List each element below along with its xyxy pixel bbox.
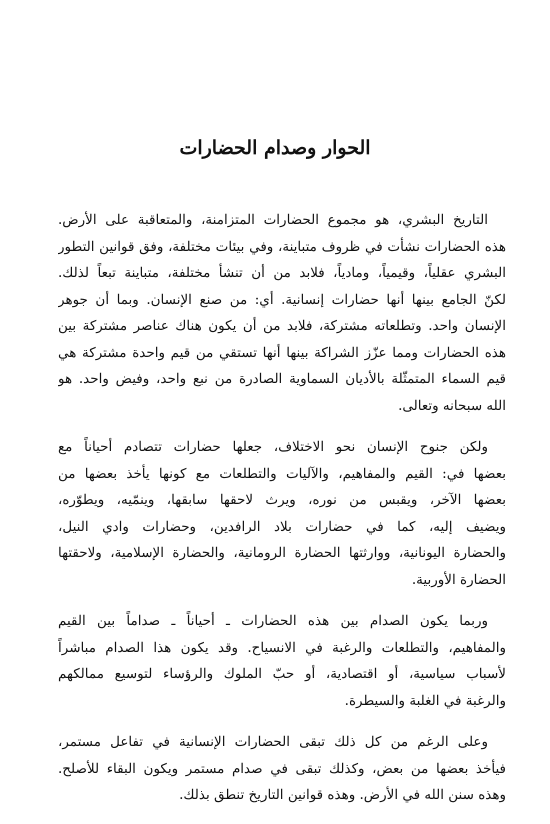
text-line: التاريخ البشري، هو مجموع الحضارات المتزامنة، والمتعاقبة على الأرض. xyxy=(58,212,488,228)
paragraph-1 xyxy=(58,207,506,419)
text-line: فيأخذ بعضها من بعض، وكذلك تبقى في صدام مستمر ويكون البقاء للأصلح. xyxy=(58,760,506,777)
chapter-title: الحوار وصدام الحضارات xyxy=(179,136,371,159)
text-line: الحضارة الأوربية. xyxy=(411,571,506,588)
text-line: هذه الحضارات نشأت في ظروف متباينة، وفي بيئات مختلفة، وفق قوانين التطور xyxy=(58,238,506,255)
text-line: هذه الحضارات ومما عزّز الشراكة بينها أنها تستقي من قيم واحدة مشتركة هي xyxy=(58,344,506,361)
text-line: وربما يكون الصدام بين هذه الحضارات ـ أحياناً ـ صداماً بين القيم xyxy=(58,613,488,629)
text-line: ويضيف إليه، كما في حضارات بلاد الرافدين، وحضارات وادي النيل، xyxy=(58,518,506,535)
text-line: البشري عقلياً، وقيمياً، ومادياً، فلابد من أن تنشأ مختلفة، متباينة تبعاً لذلك. xyxy=(58,265,506,281)
text-line: بعضها الآخر، ويقبس من نوره، ويرث لاحقها سابقها، وينمّيه، ويطوّره، xyxy=(58,492,506,508)
text-line: والرغبة في الغلبة والسيطرة. xyxy=(344,692,506,709)
paragraph-3 xyxy=(58,608,506,714)
text-line: والمفاهيم، والتطلعات والرغبة في الانسياح. وقد يكون هذا الصدام مباشراً xyxy=(58,639,506,656)
text-line: وهذه سنن الله في الأرض. وهذه قوانين التاريخ تنطق بذلك. xyxy=(179,787,506,803)
text-line: والحضارة اليونانية، ووارثتها الحضارة الرومانية، والحضارة الإسلامية، ولاحقتها xyxy=(58,545,506,561)
paragraph-2 xyxy=(58,434,506,593)
text-line: وعلى الرغم من كل ذلك تبقى الحضارات الإنسانية في تفاعل مستمر، xyxy=(58,734,488,750)
text-line: ولكن جنوح الإنسان نحو الاختلاف، جعلها حضارات تتصادم أحياناً مع xyxy=(58,439,488,455)
text-line: الإنسان واحد. وتطلعاته مشتركة، فلابد من أن يكون هناك عناصر مشتركة بين xyxy=(58,318,506,334)
text-line: بعضها في: القيم والمفاهيم، والآليات والتطلعات مع كونها يأخذ بعضها من xyxy=(58,465,506,482)
text-line: لكنّ الجامع بينها أنها حضارات إنسانية. أي: من صنع الإنسان. وبما أن جوهر xyxy=(58,291,506,308)
chapter-body xyxy=(58,207,506,824)
text-line: لأسباب سياسية، أو اقتصادية، أو حبّ الملوك والرؤساء لتوسيع ممالكهم xyxy=(58,666,506,682)
text-line: قيم السماء المتمثّلة بالأديان السماوية الصادرة من نبع واحد، وفيض واحد. هو xyxy=(58,371,506,387)
text-line: الله سبحانه وتعالى. xyxy=(398,397,506,414)
paragraph-4 xyxy=(58,729,506,809)
